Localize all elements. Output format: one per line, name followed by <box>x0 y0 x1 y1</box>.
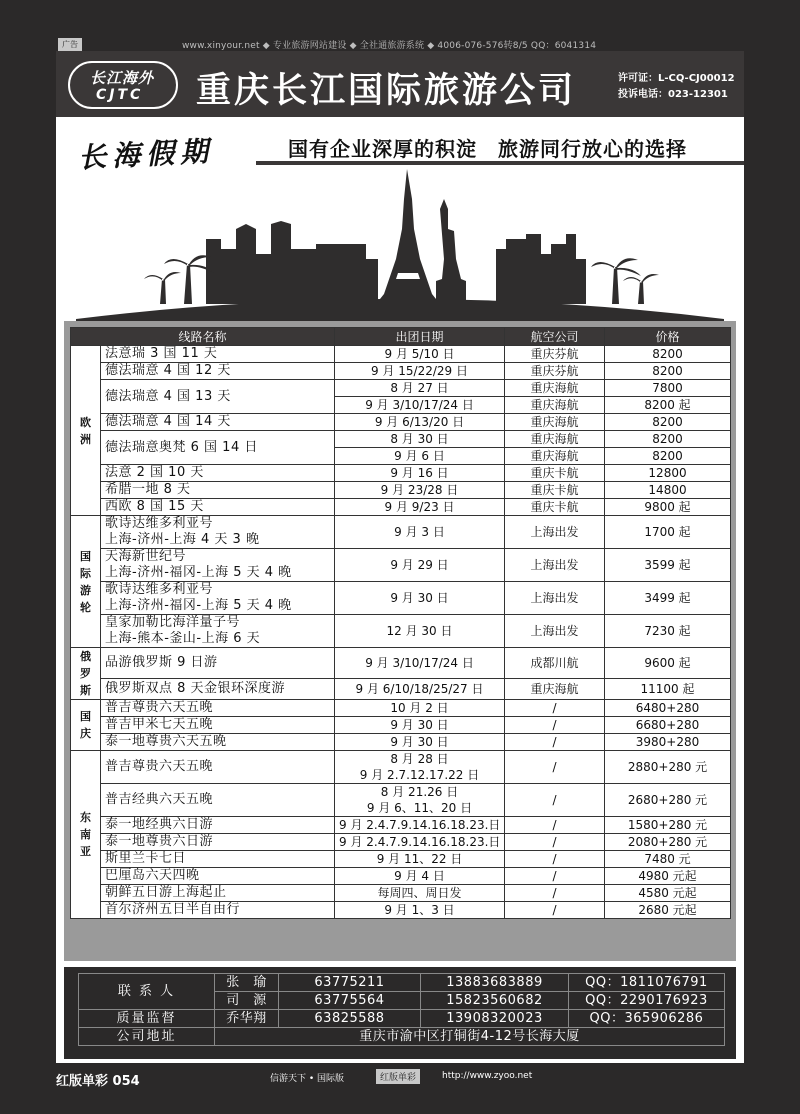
route-price: 7230 起 <box>605 615 731 648</box>
route-airline: / <box>505 734 605 751</box>
route-name: 普吉尊贵六天五晚 <box>101 751 335 784</box>
route-date: 9 月 15/22/29 日 <box>335 363 505 380</box>
route-date: 9 月 4 日 <box>335 868 505 885</box>
route-date: 9 月 29 日 <box>335 549 505 582</box>
contact-qq: QQ：2290176923 <box>569 992 725 1010</box>
statue-of-liberty <box>436 199 466 304</box>
route-price: 3599 起 <box>605 549 731 582</box>
cruise-itinerary: 上海-济州-上海 4 天 3 晚 <box>105 532 260 547</box>
address-label: 公司地址 <box>79 1028 215 1046</box>
cruise-ship: 歌诗达维多利亚号 <box>105 516 214 531</box>
route-date: 9 月 3/10/17/24 日 <box>335 648 505 679</box>
route-airline: 成都川航 <box>505 648 605 679</box>
route-date: 9 月 6/13/20 日 <box>335 414 505 431</box>
header-price: 价格 <box>605 328 731 346</box>
route-airline: 上海出发 <box>505 582 605 615</box>
route-name: 德法瑞意 4 国 13 天 <box>101 380 335 414</box>
route-date: 9 月 16 日 <box>335 465 505 482</box>
route-name: 西欧 8 国 15 天 <box>101 499 335 516</box>
route-name: 普吉经典六天五晚 <box>101 784 335 817</box>
table-row <box>71 549 731 582</box>
route-price: 6480+280 <box>605 700 731 717</box>
route-price: 3980+280 <box>605 734 731 751</box>
route-price: 6680+280 <box>605 717 731 734</box>
table-row <box>71 700 731 717</box>
table-row <box>71 717 731 734</box>
table-row <box>71 648 731 679</box>
route-price: 12800 <box>605 465 731 482</box>
route-airline: / <box>505 717 605 734</box>
route-name: 普吉尊贵六天五晚 <box>101 700 335 717</box>
route-name: 德法瑞意 4 国 12 天 <box>101 363 335 380</box>
route-price: 8200 起 <box>605 397 731 414</box>
route-date: 8 月 27 日 <box>335 380 505 397</box>
route-airline: 重庆卡航 <box>505 482 605 499</box>
table-row <box>71 885 731 902</box>
contact-name: 张 瑜 <box>215 974 279 992</box>
route-date: 9 月 6/10/18/25/27 日 <box>335 679 505 700</box>
route-price: 7480 元 <box>605 851 731 868</box>
cruise-ship: 皇家加勒比海洋量子号 <box>105 615 241 630</box>
route-airline: / <box>505 700 605 717</box>
route-date: 9 月 6 日 <box>335 448 505 465</box>
date-line: 8 月 21.26 日 <box>380 785 459 799</box>
route-airline: / <box>505 751 605 784</box>
group-national-day: 国庆 <box>71 700 101 751</box>
route-name <box>101 615 335 648</box>
table-row <box>71 516 731 549</box>
eiffel-tower <box>376 169 440 304</box>
route-airline: 上海出发 <box>505 516 605 549</box>
route-airline: 重庆海航 <box>505 679 605 700</box>
route-name: 俄罗斯双点 8 天金银环深度游 <box>101 679 335 700</box>
route-date: 9 月 30 日 <box>335 734 505 751</box>
table-row <box>71 679 731 700</box>
route-date: 9 月 5/10 日 <box>335 346 505 363</box>
table-row <box>71 414 731 431</box>
table-row <box>71 851 731 868</box>
route-name: 朝鲜五日游上海起止 <box>101 885 335 902</box>
route-price: 3499 起 <box>605 582 731 615</box>
route-airline: / <box>505 834 605 851</box>
route-price: 11100 起 <box>605 679 731 700</box>
contact-row <box>79 1010 725 1028</box>
table-header-row <box>71 328 731 346</box>
route-price: 2080+280 元 <box>605 834 731 851</box>
table-row <box>71 615 731 648</box>
route-name: 泰一地尊贵六日游 <box>101 834 335 851</box>
complaint-phone: 投诉电话：023-12301 <box>618 89 728 100</box>
contact-mobile: 13908320023 <box>421 1010 569 1028</box>
table-row <box>71 868 731 885</box>
date-line: 8 月 28 日 <box>390 752 449 766</box>
route-name <box>101 582 335 615</box>
route-airline: 重庆海航 <box>505 448 605 465</box>
license-info <box>618 71 735 103</box>
route-date: 9 月 3/10/17/24 日 <box>335 397 505 414</box>
route-airline: 重庆海航 <box>505 431 605 448</box>
header-route: 线路名称 <box>71 328 335 346</box>
contact-label: 联 系 人 <box>79 974 215 1010</box>
ad-tag: 广告 <box>58 38 82 51</box>
route-price: 9600 起 <box>605 648 731 679</box>
logo-text: 长江海外 <box>90 69 155 87</box>
route-name: 德法瑞意奥梵 6 国 14 日 <box>101 431 335 465</box>
footer <box>0 1064 800 1114</box>
date-line: 9 月 6、11、20 日 <box>366 801 473 815</box>
flyer-page <box>56 51 744 1063</box>
route-airline: / <box>505 817 605 834</box>
route-price: 4580 元起 <box>605 885 731 902</box>
footer-brand: 信游天下 • 国际版 <box>270 1074 345 1084</box>
route-date: 9 月 3 日 <box>335 516 505 549</box>
logo-sub: CJTC <box>96 87 144 103</box>
route-name: 法意 2 国 10 天 <box>101 465 335 482</box>
route-date: 每周四、周日发 <box>335 885 505 902</box>
company-logo <box>68 61 178 109</box>
contact-phone: 63775211 <box>279 974 421 992</box>
route-price: 8200 <box>605 346 731 363</box>
route-name: 泰一地尊贵六天五晚 <box>101 734 335 751</box>
contact-table <box>78 973 725 1046</box>
table-row <box>71 751 731 784</box>
route-name: 斯里兰卡七日 <box>101 851 335 868</box>
slogan-underline <box>256 161 744 165</box>
route-airline: 重庆芬航 <box>505 363 605 380</box>
top-ad-line: www.xinyour.net ◆ 专业旅游网站建设 ◆ 全社通旅游系统 ◆ 4006-076-576转8/5 QQ：6041314 <box>182 41 597 51</box>
route-price: 1700 起 <box>605 516 731 549</box>
header <box>56 51 744 119</box>
header-airline: 航空公司 <box>505 328 605 346</box>
route-name <box>101 549 335 582</box>
route-airline: / <box>505 885 605 902</box>
date-line: 9 月 2.7.12.17.22 日 <box>359 768 480 782</box>
contact-qq: QQ：1811076791 <box>569 974 725 992</box>
route-airline: 上海出发 <box>505 615 605 648</box>
brand-title: 长海假期 <box>77 134 215 175</box>
route-airline: 重庆芬航 <box>505 346 605 363</box>
group-europe: 欧洲 <box>71 346 101 516</box>
cruise-itinerary: 上海-济州-福冈-上海 5 天 4 晚 <box>105 565 292 580</box>
route-airline: 上海出发 <box>505 549 605 582</box>
cruise-ship: 天海新世纪号 <box>105 549 187 564</box>
page-label: 红版单彩 054 <box>56 1074 140 1089</box>
footer-url[interactable]: http://www.zyoo.net <box>442 1071 533 1081</box>
route-date: 10 月 2 日 <box>335 700 505 717</box>
slogan: 国有企业深厚的积淀 旅游同行放心的选择 <box>288 137 687 161</box>
license-number: 许可证：L-CQ-CJ00012 <box>618 73 735 84</box>
contact-name: 司 源 <box>215 992 279 1010</box>
route-date: 8 月 30 日 <box>335 431 505 448</box>
header-date: 出团日期 <box>335 328 505 346</box>
table-row <box>71 499 731 516</box>
route-price: 8200 <box>605 431 731 448</box>
table-row <box>71 346 731 363</box>
route-airline: 重庆海航 <box>505 397 605 414</box>
contact-phone: 63775564 <box>279 992 421 1010</box>
table-row <box>71 380 731 397</box>
route-date <box>335 784 505 817</box>
route-airline: / <box>505 868 605 885</box>
route-airline: 重庆海航 <box>505 414 605 431</box>
route-price: 8200 <box>605 363 731 380</box>
top-bar <box>0 0 800 52</box>
contact-mobile: 13883683889 <box>421 974 569 992</box>
route-price: 1580+280 元 <box>605 817 731 834</box>
route-table-frame <box>64 321 736 961</box>
route-date: 9 月 30 日 <box>335 717 505 734</box>
cruise-itinerary: 上海-济州-福冈-上海 5 天 4 晚 <box>105 598 292 613</box>
route-name: 德法瑞意 4 国 14 天 <box>101 414 335 431</box>
route-date: 9 月 30 日 <box>335 582 505 615</box>
route-price: 14800 <box>605 482 731 499</box>
table-row <box>71 363 731 380</box>
route-airline: 重庆卡航 <box>505 465 605 482</box>
table-row <box>71 431 731 448</box>
group-southeast-asia: 东南亚 <box>71 751 101 919</box>
route-price: 8200 <box>605 448 731 465</box>
route-name: 法意瑞 3 国 11 天 <box>101 346 335 363</box>
contact-section <box>64 967 736 1059</box>
route-name: 普吉甲米七天五晚 <box>101 717 335 734</box>
contact-qq: QQ：365906286 <box>569 1010 725 1028</box>
route-name: 品游俄罗斯 9 日游 <box>101 648 335 679</box>
table-row <box>71 734 731 751</box>
cruise-ship: 歌诗达维多利亚号 <box>105 582 214 597</box>
route-date: 9 月 1、3 日 <box>335 902 505 919</box>
group-cruise: 国际游轮 <box>71 516 101 648</box>
route-name: 希腊一地 8 天 <box>101 482 335 499</box>
table-row <box>71 582 731 615</box>
route-date <box>335 751 505 784</box>
table-row <box>71 902 731 919</box>
table-row <box>71 784 731 817</box>
route-name: 泰一地经典六日游 <box>101 817 335 834</box>
footer-badge: 红版单彩 <box>376 1069 420 1084</box>
table-row <box>71 817 731 834</box>
contact-name: 乔华翔 <box>215 1010 279 1028</box>
route-airline: / <box>505 851 605 868</box>
route-date: 9 月 11、22 日 <box>335 851 505 868</box>
route-airline: 重庆卡航 <box>505 499 605 516</box>
table-row <box>71 482 731 499</box>
quality-label: 质量监督 <box>79 1010 215 1028</box>
route-name <box>101 516 335 549</box>
company-name: 重庆长江国际旅游公司 <box>196 71 577 111</box>
route-airline: / <box>505 784 605 817</box>
company-address: 重庆市渝中区打铜街4-12号长海大厦 <box>215 1028 725 1046</box>
route-date: 12 月 30 日 <box>335 615 505 648</box>
table-row <box>71 465 731 482</box>
route-price-table <box>70 327 731 919</box>
route-price: 2880+280 元 <box>605 751 731 784</box>
route-price: 7800 <box>605 380 731 397</box>
route-name: 巴厘岛六天四晚 <box>101 868 335 885</box>
route-name: 首尔济州五日半自由行 <box>101 902 335 919</box>
address-row <box>79 1028 725 1046</box>
group-russia: 俄罗斯 <box>71 648 101 700</box>
cruise-itinerary: 上海-熊本-釜山-上海 6 天 <box>105 631 261 646</box>
contact-mobile: 15823560682 <box>421 992 569 1010</box>
route-price: 2680 元起 <box>605 902 731 919</box>
contact-phone: 63825588 <box>279 1010 421 1028</box>
route-price: 8200 <box>605 414 731 431</box>
route-airline: 重庆海航 <box>505 380 605 397</box>
table-row <box>71 834 731 851</box>
city-skyline-illustration <box>56 169 744 327</box>
route-price: 4980 元起 <box>605 868 731 885</box>
route-price: 2680+280 元 <box>605 784 731 817</box>
route-price: 9800 起 <box>605 499 731 516</box>
route-date: 9 月 2.4.7.9.14.16.18.23.日 <box>335 817 505 834</box>
route-airline: / <box>505 902 605 919</box>
route-date: 9 月 2.4.7.9.14.16.18.23.日 <box>335 834 505 851</box>
contact-row <box>79 974 725 992</box>
route-date: 9 月 23/28 日 <box>335 482 505 499</box>
route-date: 9 月 9/23 日 <box>335 499 505 516</box>
